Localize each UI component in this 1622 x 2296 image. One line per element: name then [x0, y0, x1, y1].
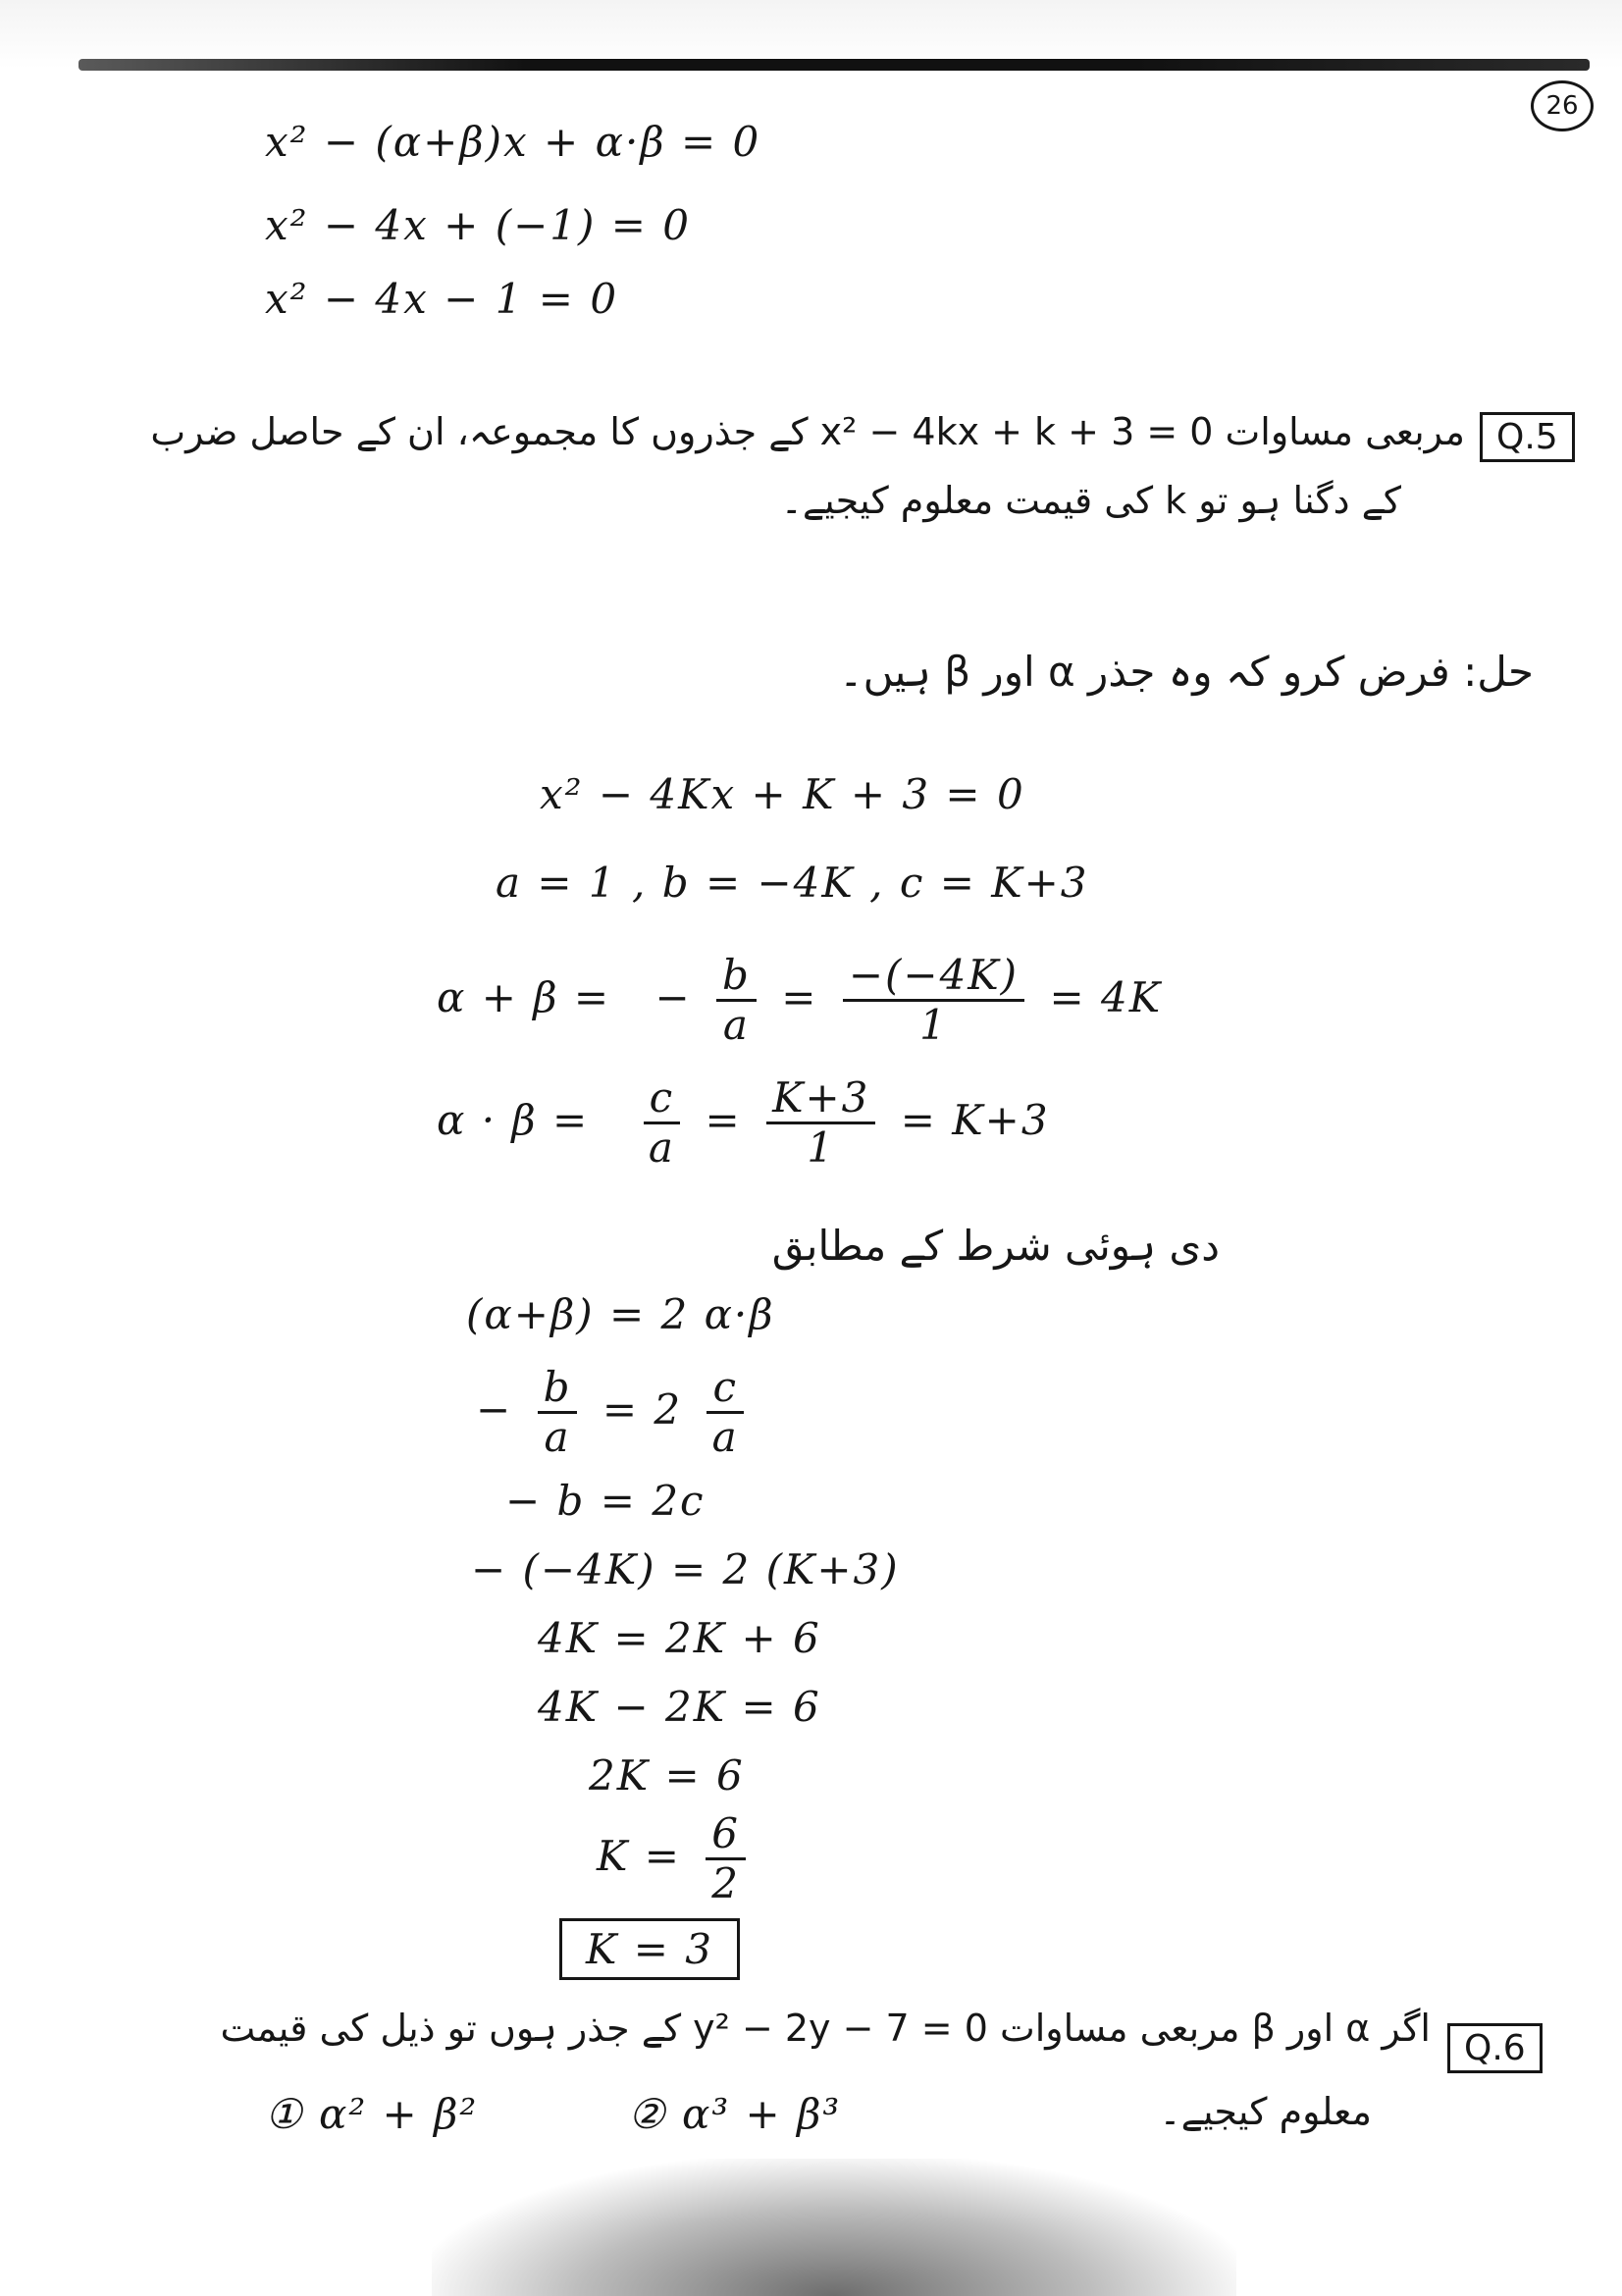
- product-fraction-value: [766, 1074, 875, 1173]
- sum-value-numerator: −(−4K): [843, 952, 1024, 1002]
- question-6-label: Q.6: [1447, 2023, 1543, 2073]
- condition-step-5: 4K = 2K + 6: [538, 1614, 821, 1662]
- top-equation-2: x² − 4x + (−1) = 0: [265, 201, 692, 249]
- product-value-numerator: K+3: [766, 1074, 875, 1124]
- question-6-part-2: ② α³ + β³: [628, 2090, 842, 2138]
- step-2-denominator-2: a: [711, 1413, 739, 1462]
- question-6-part-1: ① α² + β²: [265, 2090, 479, 2138]
- sum-result: = 4K: [1049, 972, 1163, 1021]
- product-lhs: α · β =: [437, 1095, 590, 1144]
- condition-step-6: 4K − 2K = 6: [538, 1683, 821, 1731]
- sum-fraction-denominator: a: [722, 1001, 750, 1050]
- product-equals: =: [705, 1095, 742, 1144]
- product-fraction-numerator: c: [644, 1074, 681, 1124]
- top-equation-1: x² − (α+β)x + α·β = 0: [265, 118, 761, 166]
- step-8-lhs: K =: [597, 1831, 681, 1880]
- question-6-line-1: اگر α اور β مربعی مساوات y² − 2y − 7 = 0 کے جذر ہوں تو ذیل کی قیمت: [220, 2007, 1431, 2050]
- scan-shadow: [432, 2159, 1236, 2296]
- condition-step-8: [597, 1810, 756, 1908]
- sum-fraction-value: [843, 952, 1024, 1050]
- condition-step-1: (α+β) = 2 α·β: [466, 1290, 775, 1338]
- solution-intro: حل: فرض کرو کہ وہ جذر α اور β ہیں۔: [839, 648, 1534, 696]
- sum-equals: =: [781, 972, 818, 1021]
- product-result: = K+3: [900, 1095, 1050, 1144]
- condition-step-2: [476, 1364, 754, 1462]
- step-2-numerator: b: [538, 1364, 578, 1414]
- step-8-fraction: [706, 1810, 746, 1908]
- product-value-denominator: 1: [807, 1123, 836, 1173]
- question-5-line-1: مربعی مساوات x² − 4kx + k + 3 = 0 کے جذروں کا مجموعہ، ان کے حاصل ضرب: [150, 410, 1465, 453]
- product-fraction-denominator: a: [648, 1123, 675, 1173]
- final-answer-box: K = 3: [559, 1918, 740, 1980]
- condition-step-3: − b = 2c: [505, 1477, 706, 1525]
- step-2-equals: = 2: [602, 1384, 683, 1434]
- step-8-numerator: 6: [706, 1810, 746, 1860]
- sum-fraction-b-over-a: [716, 952, 757, 1050]
- question-5-label: Q.5: [1480, 412, 1575, 462]
- product-of-roots-line: [437, 1074, 1050, 1173]
- sum-of-roots-line: [437, 952, 1162, 1050]
- top-equation-3: x² − 4x − 1 = 0: [265, 275, 619, 323]
- step-2-fraction-b-over-a: [538, 1364, 578, 1462]
- question-5-line-2: کے دگنا ہو تو k کی قیمت معلوم کیجیے۔: [780, 479, 1401, 522]
- step-8-denominator: 2: [711, 1859, 741, 1908]
- solution-equation: x² − 4Kx + K + 3 = 0: [540, 770, 1025, 818]
- step-2-fraction-c-over-a: [706, 1364, 744, 1462]
- step-2-numerator-2: c: [706, 1364, 744, 1414]
- condition-heading: دی ہوئی شرط کے مطابق: [771, 1222, 1220, 1270]
- question-6-line-2: معلوم کیجیے۔: [1159, 2090, 1372, 2133]
- sum-value-denominator: 1: [919, 1001, 948, 1050]
- condition-step-7: 2K = 6: [589, 1751, 745, 1800]
- sum-fraction-numerator: b: [716, 952, 757, 1002]
- sum-lhs: α + β =: [437, 972, 611, 1021]
- page-number: 26: [1531, 80, 1594, 131]
- scan-top-border: [78, 59, 1590, 71]
- step-2-negative: −: [476, 1384, 513, 1434]
- sum-negative-sign: −: [654, 972, 692, 1021]
- product-fraction-c-over-a: [644, 1074, 681, 1173]
- coefficients-line: a = 1 , b = −4K , c = K+3: [496, 859, 1089, 907]
- condition-step-4: − (−4K) = 2 (K+3): [471, 1545, 900, 1593]
- step-2-denominator: a: [544, 1413, 571, 1462]
